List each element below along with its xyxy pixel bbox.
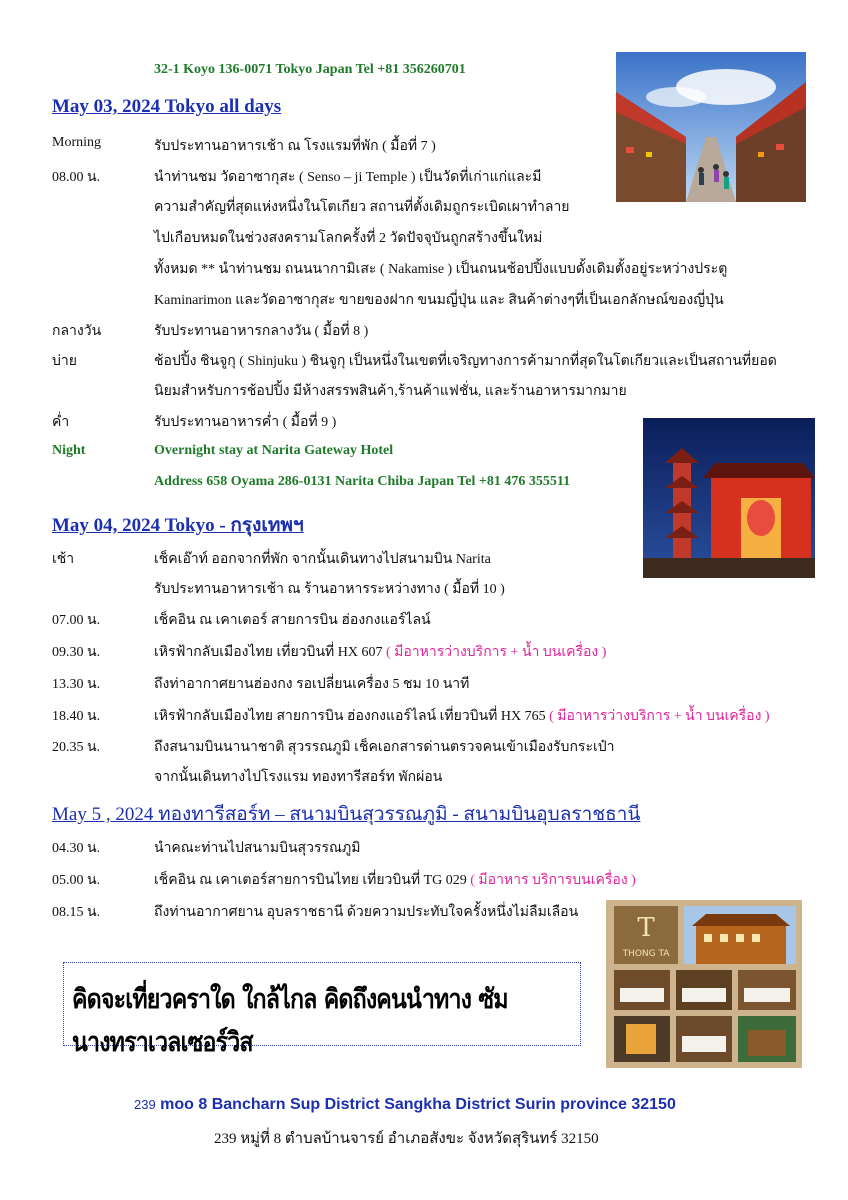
night-hotel: Overnight stay at Narita Gateway Hotel [154, 443, 394, 458]
day2-row-text: รับประทานอาหารเช้า ณ ร้านอาหารระหว่างทาง ( มื้อที่ 10 ) [154, 582, 505, 597]
night-label: Night [52, 443, 86, 458]
day1-row-text: รับประทานอาหารค่ำ ( มื้อที่ 9 ) [154, 415, 337, 430]
day1-row-text: Kaminarimon และวัดอาซากุสะ ขายของฝาก ขนมญี่ปุ่น และ สินค้าต่างๆที่เป็นเอกลักษณ์ของญี่ปุ่น [154, 293, 724, 308]
day2-row-time: 20.35 น. [52, 740, 101, 755]
day1-row-text: รับประทานอาหารเช้า ณ โรงแรมที่พัก ( มื้อที่ 7 ) [154, 139, 436, 154]
day2-row-text: จากนั้นเดินทางไปโรงแรม ทองทารีสอร์ท พักผ่อน [154, 770, 443, 785]
day2-row-text: เช็คอิน ณ เคาเตอร์ สายการบิน ฮ่องกงแอร์ไลน์ [154, 613, 431, 628]
meal-note: ( มีอาหารว่างบริการ + น้ำ บนเครื่อง ) [385, 645, 607, 660]
footer-house-number: 239 [134, 1097, 156, 1112]
day2-row-text: เช็คเอ๊าท์ ออกจากที่พัก จากนั้นเดินทางไปสนามบิน Narita [154, 552, 491, 567]
day1-row-text: รับประทานอาหารกลางวัน ( มื้อที่ 8 ) [154, 324, 369, 339]
meal-note: ( มีอาหาร บริการบนเครื่อง ) [470, 873, 636, 888]
day1-title: May 03, 2024 Tokyo all days [52, 96, 282, 117]
hotel-address-top: 32-1 Koyo 136-0071 Tokyo Japan Tel +81 356260701 [154, 62, 466, 77]
day2-row-text: ถึงสนามบินนานาชาติ สุวรรณภูมิ เช็คเอกสารด่านตรวจคนเข้าเมืองรับกระเป๋า [154, 740, 615, 755]
day1-row-text: ความสำคัญที่สุดแห่งหนึ่งในโตเกียว สถานที่ตั้งเดิมถูกระเบิดเผาทำลาย [154, 200, 570, 215]
footer-address-en: 239 moo 8 Bancharn Sup District Sangkha District Surin province 32150 [134, 1096, 676, 1113]
day3-row-text: ถึงท่านอากาศยาน อุบลราชธานี ด้วยความประทับใจครั้งหนึ่งไม่ลืมเลือน [154, 905, 579, 920]
day2-row-time: 18.40 น. [52, 709, 101, 724]
day3-row-time: 08.15 น. [52, 905, 101, 920]
day1-row-text: ช้อปปิ้ง ชินจูกุ ( Shinjuku ) ชินจูกุ เป็นหนึ่งในเขตที่เจริญทางการค้ามากที่สุดในโตเกียวและเป็นสถานที่ยอด [154, 354, 777, 369]
day3-row-time: 04.30 น. [52, 841, 101, 856]
day2-row-text: ถึงท่าอากาศยานฮ่องกง รอเปลี่ยนเครื่อง 5 ชม 10 นาที [154, 677, 470, 692]
day2-row-time: 07.00 น. [52, 613, 101, 628]
day1-row-text: นำท่านชม วัดอาซากุสะ ( Senso – ji Temple ) เป็นวัดที่เก่าแก่และมี [154, 170, 542, 185]
meal-note: ( มีอาหารว่างบริการ + น้ำ บนเครื่อง ) [549, 709, 770, 724]
slogan-box [63, 962, 581, 1058]
nakamise-street-photo [616, 52, 806, 202]
svg-text:T: T [637, 913, 655, 943]
kaminarimon-night-photo [643, 418, 815, 578]
hotel-logo-text: THONG TA [622, 949, 670, 959]
day3-row-text: นำคณะท่านไปสนามบินสุวรรณภูมิ [154, 841, 361, 856]
day1-row-time: 08.00 น. [52, 170, 101, 185]
day2-row-text: เหิรฟ้ากลับเมืองไทย เที่ยวบินที่ HX 607 ( มีอาหารว่างบริการ + น้ำ บนเครื่อง ) [154, 645, 607, 660]
day3-row-text: เช็คอิน ณ เคาเตอร์สายการบินไทย เที่ยวบินที่ TG 029 ( มีอาหาร บริการบนเครื่อง ) [154, 873, 636, 888]
day1-row-time: กลางวัน [52, 324, 102, 339]
hotel-collage-photo [606, 900, 802, 1068]
night-hotel-address: Address 658 Oyama 286-0131 Narita Chiba Japan Tel +81 476 355511 [154, 474, 571, 489]
day1-row-text: ไปเกือบหมดในช่วงสงครามโลกครั้งที่ 2 วัดปัจจุบันถูกสร้างขึ้นใหม่ [154, 231, 543, 246]
day1-row-time: Morning [52, 135, 101, 150]
day2-title: May 04, 2024 Tokyo - กรุงเทพฯ [52, 515, 304, 536]
day1-row-time: ค่ำ [52, 415, 70, 430]
day2-row-time: 13.30 น. [52, 677, 101, 692]
footer-address-th: 239 หมู่ที่ 8 ตำบลบ้านจารย์ อำเภอสังขะ จังหวัดสุรินทร์ 32150 [214, 1131, 599, 1147]
day2-row-time: 09.30 น. [52, 645, 101, 660]
day1-row-time: บ่าย [52, 354, 77, 369]
slogan-text: คิดจะเที่ยวคราใด ใกล้ไกล คิดถึงคนนำทาง ซัมนางทราเวลเซอร์วิส [72, 984, 508, 1058]
day1-row-text: ทั้งหมด ** นำท่านชม ถนนนากามิเสะ ( Nakamise ) เป็นถนนช้อปปิ้งแบบดั้งเดิมตั้งอยู่ระหว่างประตู [154, 262, 728, 277]
day3-row-time: 05.00 น. [52, 873, 101, 888]
day2-row-text: เหิรฟ้ากลับเมืองไทย สายการบิน ฮ่องกงแอร์ไลน์ เที่ยวบินที่ HX 765 ( มีอาหารว่างบริการ + น้ำ บนเครื่อง ) [154, 709, 770, 724]
day3-title: May 5 , 2024 ทองทารีสอร์ท – สนามบินสุวรรณภูมิ - สนามบินอุบลราชธานี [52, 804, 641, 825]
day1-row-text: นิยมสำหรับการช้อปปิ้ง มีห้างสรรพสินค้า,ร้านค้าแฟชั่น, และร้านอาหารมากมาย [154, 384, 627, 399]
day2-row-time: เช้า [52, 552, 75, 567]
